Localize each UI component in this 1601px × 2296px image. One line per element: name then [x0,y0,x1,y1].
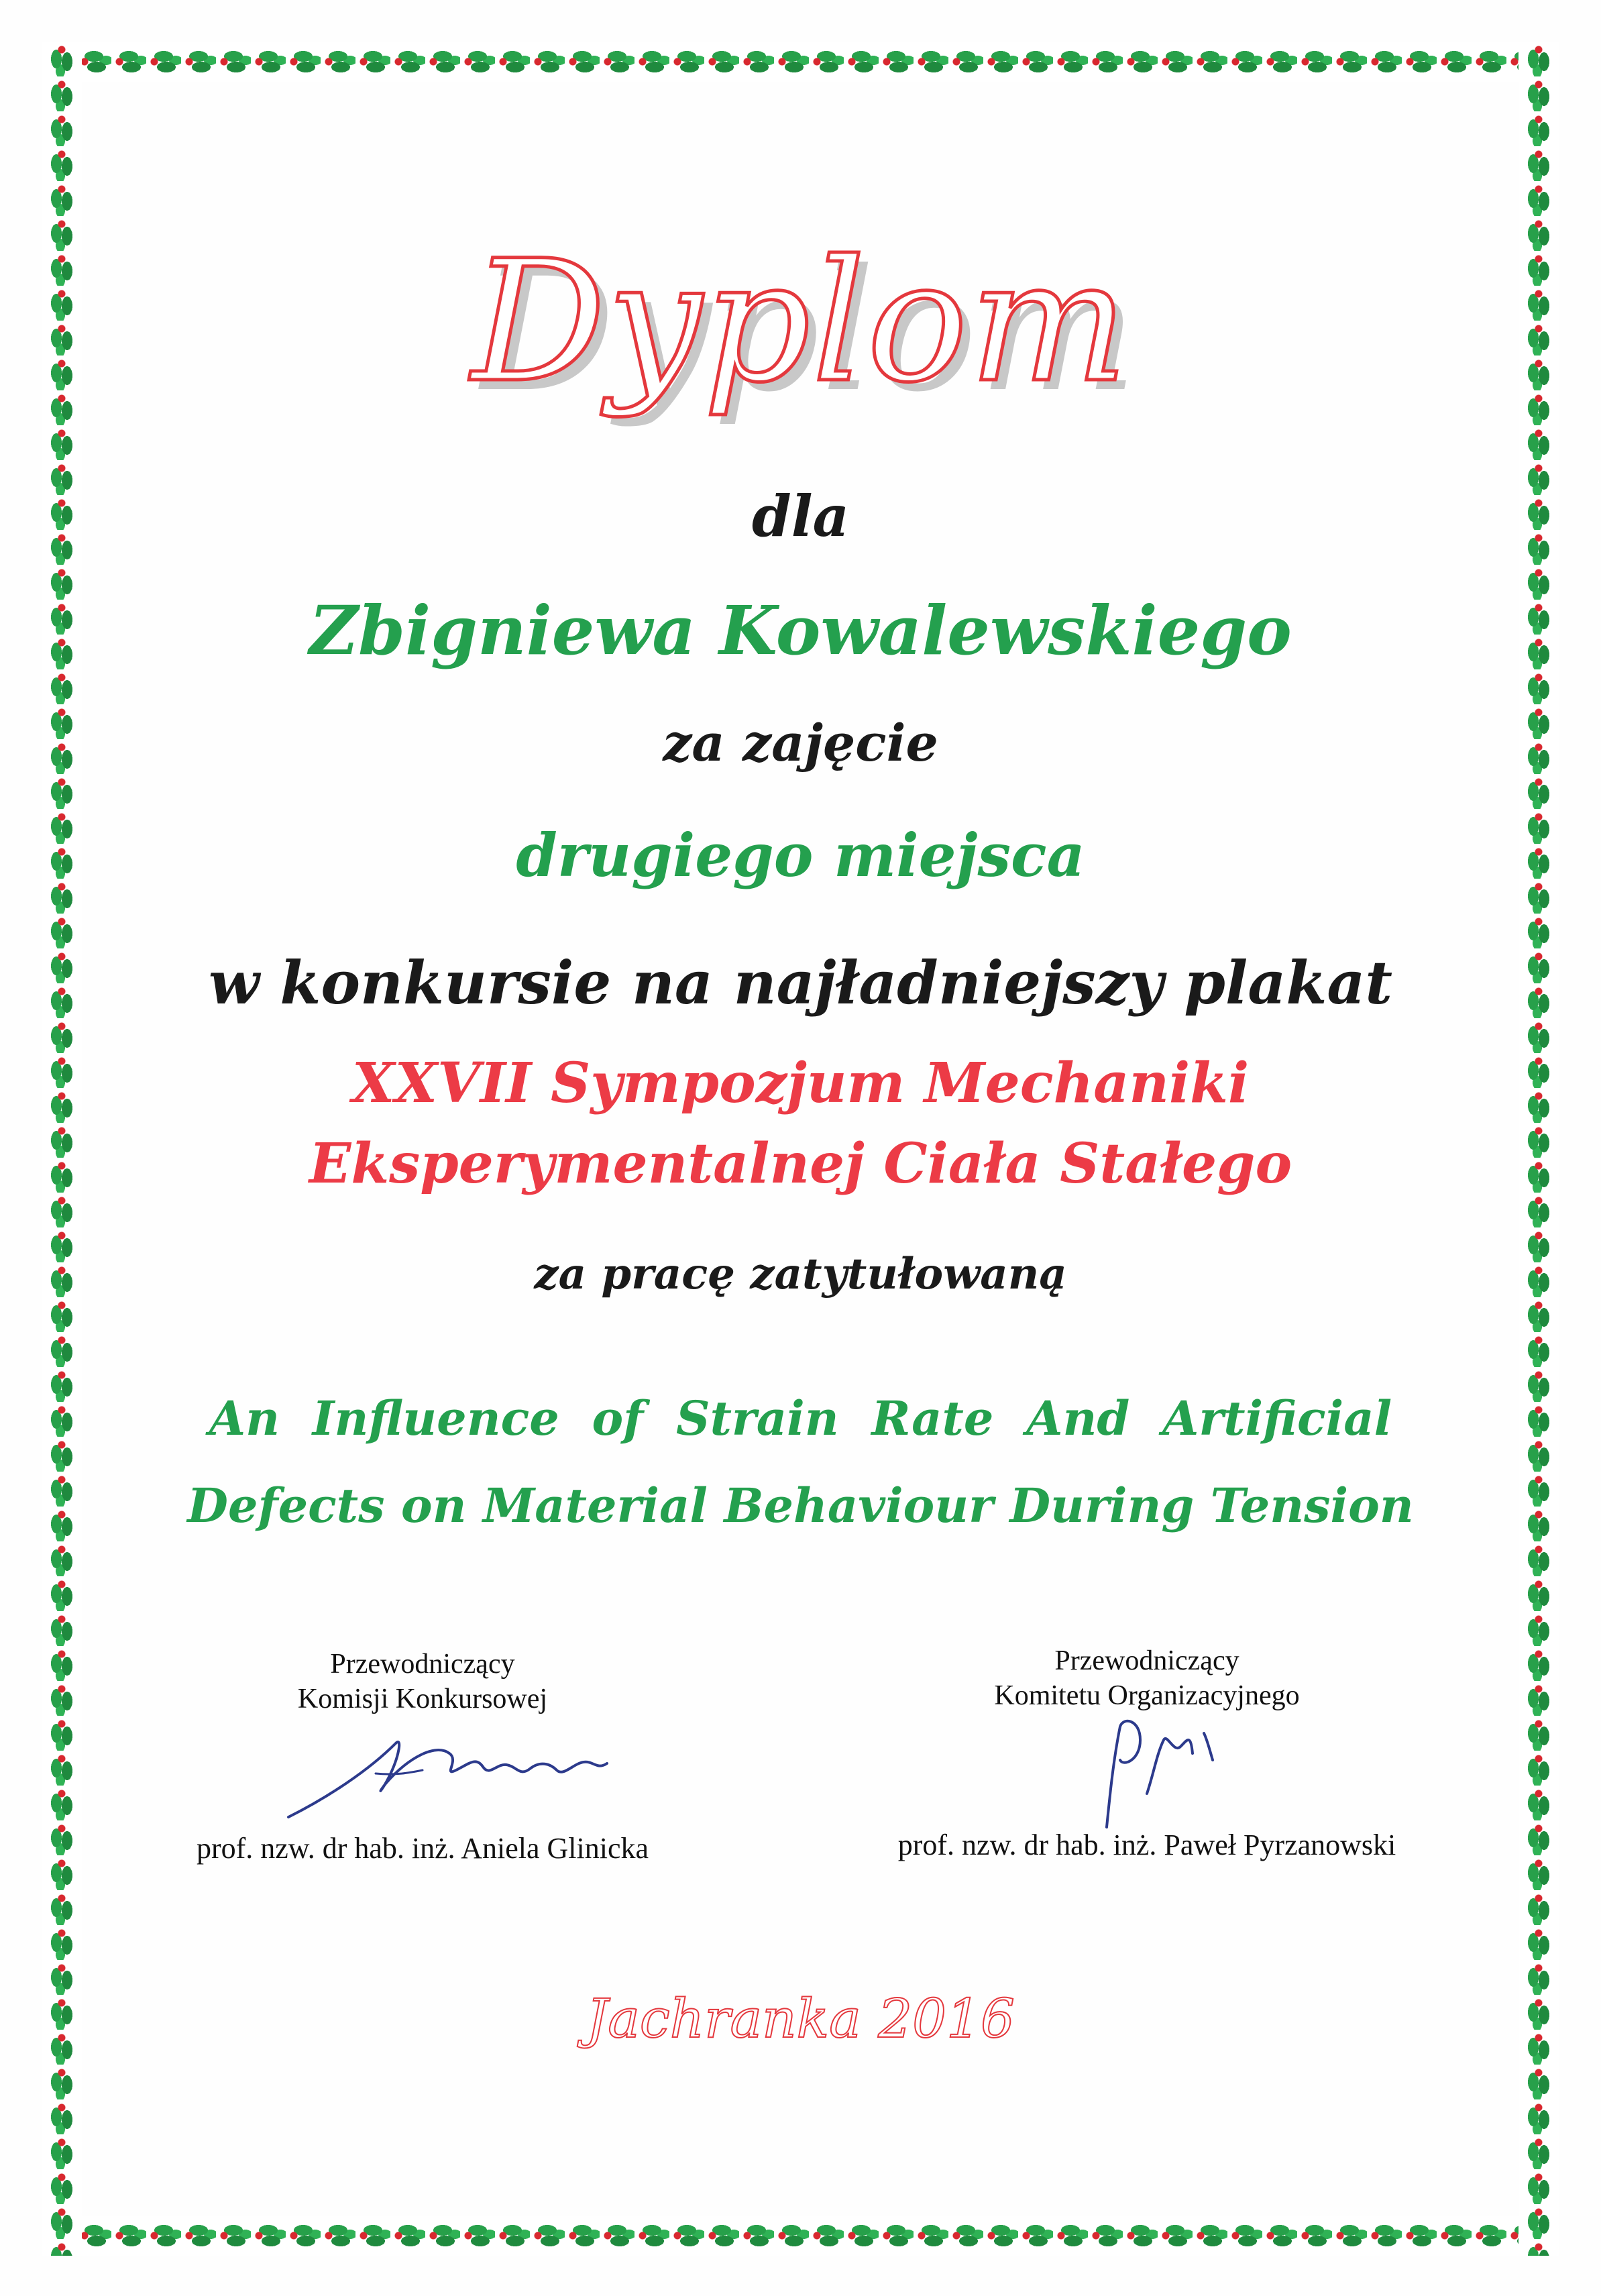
recipient-name: Zbigniewa Kowalewskiego [309,591,1292,670]
signatory-name-right: prof. nzw. dr hab. inż. Paweł Pyrzanowski [897,1828,1396,1861]
contest-text: w konkursie na najładniejszy plakat [209,948,1392,1018]
for-label: dla [751,483,850,549]
signature-role-line-2: Komisji Konkursowej [297,1684,548,1714]
paper-title-line-2: Defects on Material Behaviour During Tension [187,1478,1414,1533]
paper-title-line-1: An Influence of Strain Rate And Artificial [209,1390,1392,1446]
signature-role-line-1: Przewodniczący [330,1649,515,1680]
holly-border-top [42,42,1559,82]
signature-block-right [825,1643,1469,1863]
signature-role-line-2: Komitetu Organizacyjnego [994,1680,1300,1711]
signature-block-left [154,1647,691,1867]
for-work-label: za pracę zatytułowaną [534,1249,1067,1299]
handwritten-signature-left [154,1716,691,1830]
place-and-year: Jachranka 2016 [586,1987,1015,2050]
diploma-title: Dyplom [471,224,1130,419]
symposium-line-1: XXVII Sympozjum Mechaniki [351,1051,1250,1115]
place-text: drugiego miejsca [516,820,1085,890]
signature-role-line-1: Przewodniczący [1054,1645,1239,1676]
handwritten-signature-right [825,1713,1469,1827]
symposium-line-2: Eksperymentalnej Ciała Stałego [309,1132,1292,1196]
for-taking-label: za zajęcie [663,713,938,773]
signatory-name-left: prof. nzw. dr hab. inż. Aniela Glinicka [196,1832,649,1865]
holly-border-bottom [42,2216,1559,2256]
